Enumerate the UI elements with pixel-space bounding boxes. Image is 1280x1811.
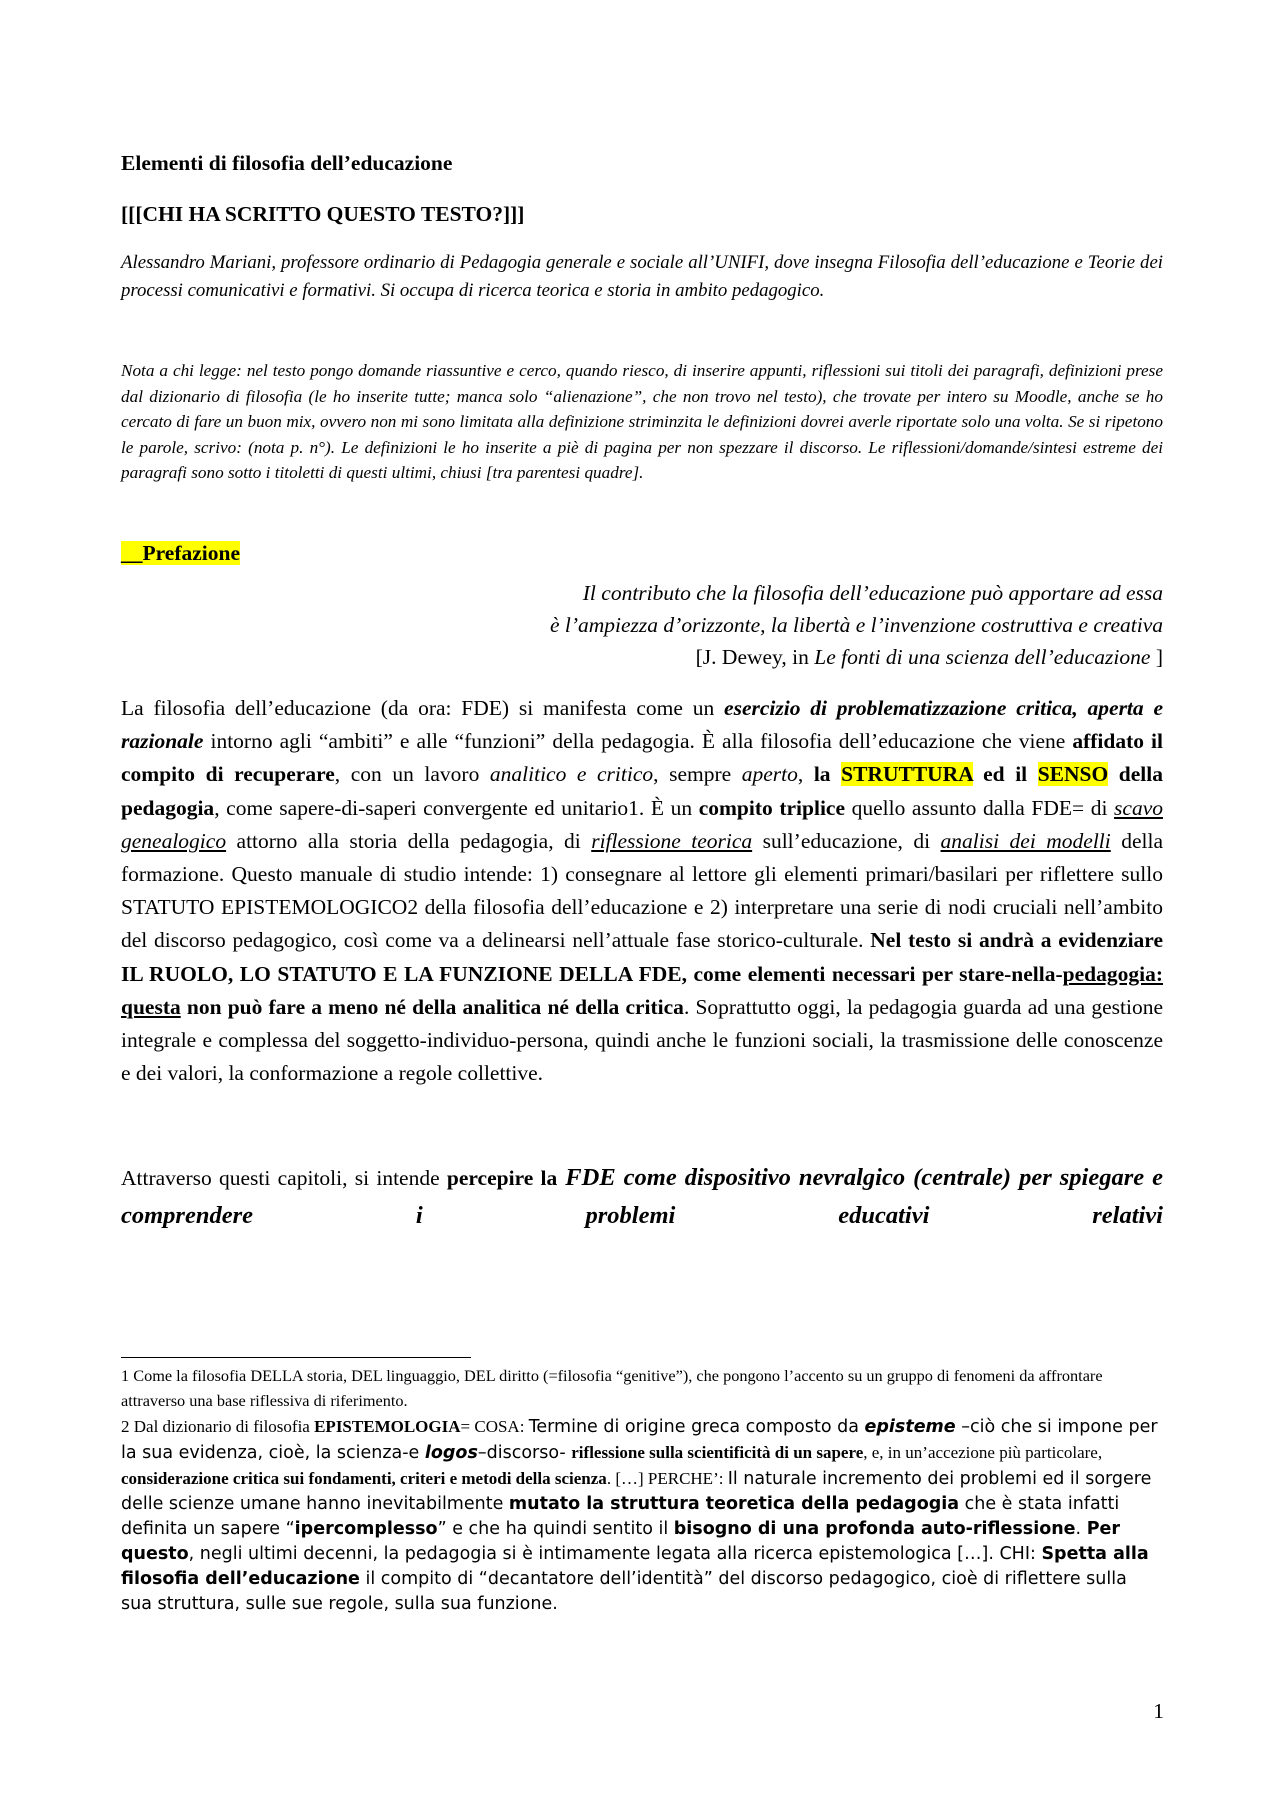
text-run: ed il [972,762,1038,787]
section-heading [121,541,1163,566]
text-run: , e, in un’accezione più particolare, [863,1443,1103,1462]
text-run: episteme [864,1417,956,1437]
footnote-separator [121,1357,471,1358]
text-run: attorno alla storia della pedagogia, di [226,828,592,853]
author-question: [[[CHI HA SCRITTO QUESTO TESTO?]]] [121,202,525,226]
text-run: ” e che ha quindi sentito il [437,1519,674,1539]
text-run: logos [424,1443,478,1463]
text-run: , [797,762,814,787]
epigraph-line-1: Il contributo che la filosofia dell’educazione può apportare ad essa [582,581,1163,605]
body-paragraph-1 [121,692,1163,1090]
attribution-suffix: ] [1150,645,1163,669]
text-run: Attraverso questi capitoli, si intende [121,1166,447,1190]
text-run: sull’educazione, di [752,828,941,853]
text-run: compito triplice [698,795,845,820]
text-run: EPISTEMOLOGIA [314,1417,461,1436]
text-run: FDE come dispositivo nevralgico (centrale) per spiegare e comprendere i problemi educativi relativi [121,1164,1164,1229]
text-run: 2 Dal dizionario di filosofia [121,1417,315,1436]
footnote-2 [121,1414,1163,1617]
text-run: Spetta alla filosofia dell’educazione [121,1544,1149,1589]
attribution-work: Le fonti di una scienza dell’educazione [814,645,1151,669]
text-run: considerazione critica sui fondamenti, criteri e metodi della scienza [121,1469,607,1488]
text-run: che è stata infatti definita un sapere “ [121,1494,1120,1539]
text-run: riflessione teorica [591,828,753,853]
text-run: . Soprattutto oggi, la pedagogia guarda ad una gestione integrale e complessa del soggetto-individuo-persona, quindi anche le funzioni sociali, la trasmissione delle conoscenze e dei valori, la conformazione a regole collettive. [121,994,1164,1086]
page-number: 1 [1153,1699,1164,1723]
text-run: –ciò che si impone per la sua evidenza, cioè, la scienza-e [121,1417,1158,1463]
text-run: Termine di origine greca composto da [528,1417,865,1437]
footnote-1: 1 Come la filosofia DELLA storia, DEL linguaggio, DEL diritto (=filosofia “genitive”), che pongono l’accento su un gruppo di fenomeni da affrontare attraverso una base riflessiva di riferimento. [121,1366,1103,1410]
text-run: scavo genealogico [121,795,1163,853]
author-description: Alessandro Mariani, professore ordinario di Pedagogia generale e sociale all’UNIFI, dove insegna Filosofia dell’educazione e Teorie dei processi comunicativi e formativi. Si occupa di ricerca teorica e storia in ambito pedagogico. [121,252,1163,301]
text-run: . [1075,1519,1087,1539]
text-run: esercizio di problematizzazione critica, aperta e razionale [121,696,1163,754]
highlight-struttura: STRUTTURA [841,762,973,787]
text-run: CHI: [999,1544,1042,1564]
attribution-prefix: [J. Dewey, in [695,645,815,669]
text-run: il compito di “decantatore dell’identità” del discorso pedagogico, cioè di riflettere sulla sua struttura, sulle sue regole, sulla sua funzione. [121,1569,1127,1614]
text-run: , negli ultimi decenni, la pedagogia si è intimamente legata alla ricerca epistemologica […]. [188,1544,1000,1564]
text-run: quello assunto dalla FDE= di [845,795,1115,820]
text-run: pedagogia: questa [121,961,1163,1019]
text-run: bisogno di una profonda auto-riflessione [673,1519,1076,1539]
text-run: della pedagogia [121,762,1163,820]
text-run: affidato il compito di recuperare [121,729,1163,787]
text-run: analisi dei modelli [940,828,1111,853]
text-run: ipercomplesso [294,1519,438,1539]
text-run: Nel testo si andrà a evidenziare IL RUOLO, LO STATUTO E LA FUNZIONE DELLA FDE, come elementi necessari per stare-nella- [121,928,1163,986]
epigraph [121,577,1163,673]
text-run: La filosofia dell’educazione (da ora: FDE) si manifesta come un [121,696,725,720]
text-run: , con un lavoro [334,762,490,787]
text-run: aperto [741,762,798,787]
text-run: = COSA: [460,1417,529,1436]
reader-note: Nota a chi legge: nel testo pongo domande riassuntive e cerco, quando riesco, di inserire appunti, riflessioni sui titoli dei paragrafi, definizioni prese dal dizionario di filosofia (le ho inserite tutte; manca solo “alienazione”, che non trovo nel testo), che trovate per intero su Moodle, anche se ho cercato di fare un buon mix, ovvero non mi sono limitata alla definizione striminzita le definizioni dovrei averle riportate solo una volta. Se si ripetono le parole, scrivo: (nota p. n°). Le definizioni le ho inserite a piè di pagina per non spezzare il discorso. Le riflessioni/domande/sintesi estreme dei paragrafi sono sotto i titoletti di questi ultimi, chiusi [tra parentesi quadre]. [121,361,1163,482]
text-run: Il naturale incremento dei problemi ed il sorgere delle scienze umane hanno inevitabilmente [121,1469,1152,1514]
text-run: la [813,762,842,787]
text-run: analitico e critico [489,762,654,787]
text-run: , sempre [653,762,742,787]
text-run: . […] PERCHE’: [606,1469,728,1488]
epigraph-line-2: è l’ampiezza d’orizzonte, la libertà e l’invenzione costruttiva e creativa [549,613,1163,637]
section-heading-text: __Prefazione [121,541,241,565]
epigraph-attribution [121,641,1163,673]
text-run: della formazione. Questo manuale di studio intende: 1) consegnare al lettore gli elementi primari/basilari per riflettere sullo STATUTO EPISTEMOLOGICO2 della filosofia dell’educazione e 2) interpretare una serie di nodi cruciali nell’ambito del discorso pedagogico, così come va a delinearsi nell’attuale fase storico-culturale. [121,828,1163,953]
body-paragraph-2 [121,1159,1163,1235]
text-run: percepire la [446,1166,558,1190]
text-run: mutato la struttura teoretica della pedagogia [508,1494,960,1514]
text-run: , come sapere-di-saperi convergente ed unitario1. È un [214,795,699,820]
text-run: intorno agli “ambiti” e alle “funzioni” della pedagogia. È alla filosofia dell’educazione che viene [203,729,1073,754]
text-run: –discorso- [477,1443,572,1463]
text-run: riflessione sulla scientificità di un sapere [571,1443,864,1462]
text-run: non può fare a meno né della analitica né della critica [180,994,684,1019]
text-run: Per questo [121,1519,1121,1564]
document-title: Elementi di filosofia dell’educazione [121,151,453,175]
highlight-senso: SENSO [1037,762,1109,787]
